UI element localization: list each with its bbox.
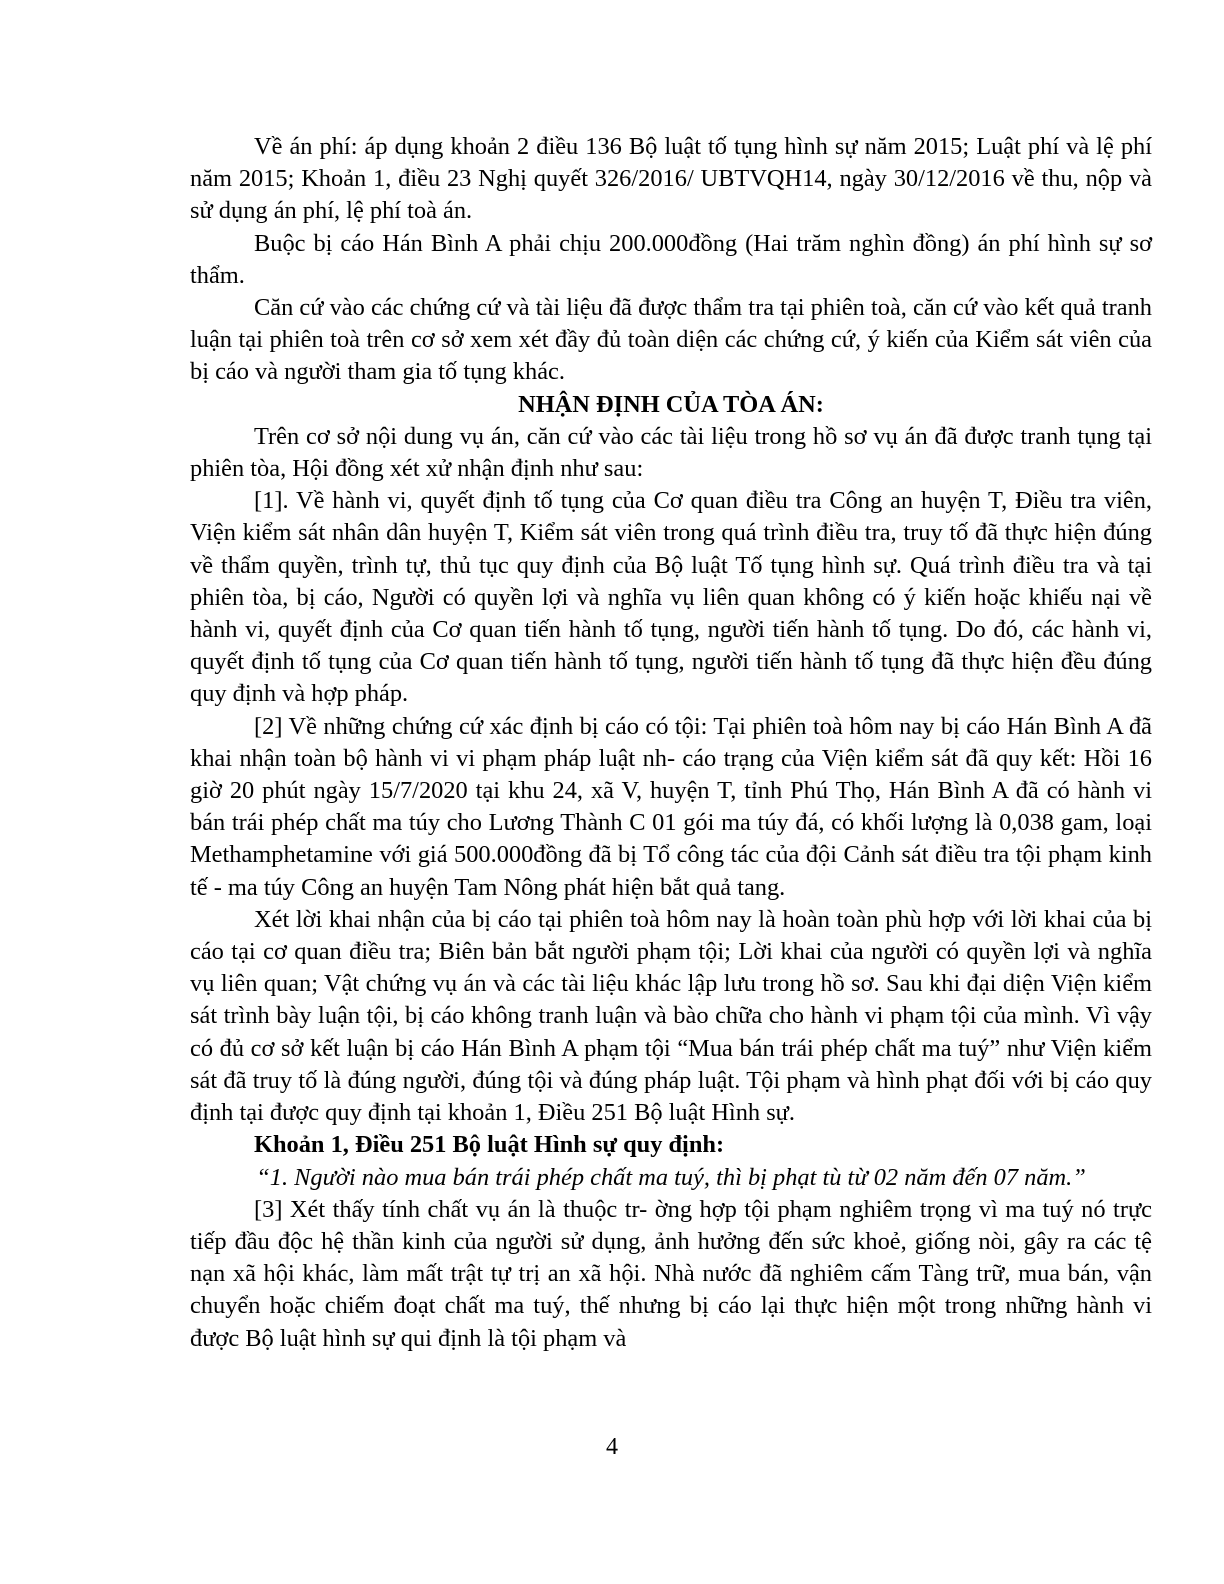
paragraph-evidence-basis: Căn cứ vào các chứng cứ và tài liệu đã được thẩm tra tại phiên toà, căn cứ vào kết quả tranh luận tại phiên toà trên cơ sở xem xét đầy đủ toàn diện các chứng cứ, ý kiến của Kiểm sát viên của bị cáo và người tham gia tố tụng khác.	[190, 294, 1152, 386]
law-article-heading: Khoản 1, Điều 251 Bộ luật Hình sự quy định:	[254, 1131, 725, 1159]
paragraph-court-fee-basis: Về án phí: áp dụng khoản 2 điều 136 Bộ luật tố tụng hình sự năm 2015; Luật phí và lệ phí năm 2015; Khoản 1, điều 23 Nghị quyết 326/2016/ UBTVQH14, ngày 30/12/2016 về thu, nộp và sử dụng án phí, lệ phí toà án.	[190, 133, 1152, 225]
paragraph-item-2: [2] Về những chứng cứ xác định bị cáo có tội: Tại phiên toà hôm nay bị cáo Hán Bình A đã khai nhận toàn bộ hành vi vi phạm pháp luật nh- cáo trạng của Viện kiểm sát đã quy kết: Hồi 16 giờ 20 phút ngày 15/7/2020 tại khu 24, xã V, huyện T, tỉnh Phú Thọ, Hán Bình A đã có hành vi bán trái phép chất ma túy cho Lương Thành C 01 gói ma túy đá, có khối lượng là 0,038 gam, loại Methamphetamine với giá 500.000đồng đã bị Tổ công tác của đội Cảnh sát điều tra tội phạm kinh tế - ma túy Công an huyện Tam Nông phát hiện bắt quả tang.	[190, 712, 1152, 901]
paragraph-court-fee-order: Buộc bị cáo Hán Bình A phải chịu 200.000đồng (Hai trăm nghìn đồng) án phí hình sự sơ thẩm.	[190, 229, 1152, 289]
paragraph-item-1: [1]. Về hành vi, quyết định tố tụng của Cơ quan điều tra Công an huyện T, Điều tra viên, Viện kiểm sát nhân dân huyện T, Kiểm sát viên trong quá trình điều tra, truy tố đã thực hiện đúng về thẩm quyền, trình tự, thủ tục quy định của Bộ luật Tố tụng hình sự. Quá trình điều tra và tại phiên tòa, bị cáo, Người có quyền lợi và nghĩa vụ liên quan không có ý kiến hoặc khiếu nại về hành vi, quyết định của Cơ quan tiến hành tố tụng, người tiến hành tố tụng. Do đó, các hành vi, quyết định tố tụng của Cơ quan tiến hành tố tụng, người tiến hành tố tụng đã thực hiện đều đúng quy định và hợp pháp.	[190, 487, 1152, 708]
paragraph-testimony: Xét lời khai nhận của bị cáo tại phiên toà hôm nay là hoàn toàn phù hợp với lời khai của bị cáo tại cơ quan điều tra; Biên bản bắt người phạm tội; Lời khai của người có quyền lợi và nghĩa vụ liên quan; Vật chứng vụ án và các tài liệu khác lập lưu trong hồ sơ. Sau khi đại diện Viện kiểm sát trình bày luận tội, bị cáo không tranh luận và bào chữa cho hành vi phạm tội của mình. Vì vậy có đủ cơ sở kết luận bị cáo Hán Bình A phạm tội “Mua bán trái phép chất ma tuý” như Viện kiểm sát đã truy tố là đúng người, đúng tội và đúng pháp luật. Tội phạm và hình phạt đối với bị cáo quy định tại được quy định tại khoản 1, Điều 251 Bộ luật Hình sự.	[190, 905, 1152, 1127]
paragraph-intro: Trên cơ sở nội dung vụ án, căn cứ vào các tài liệu trong hồ sơ vụ án đã được tranh tụng tại phiên tòa, Hội đồng xét xử nhận định như sau:	[190, 422, 1152, 483]
law-article-quote: “1. Người nào mua bán trái phép chất ma tuý, thì bị phạt tù từ 02 năm đến 07 năm.”	[256, 1163, 1086, 1191]
document-body	[190, 131, 1152, 1355]
paragraph-item-3: [3] Xét thấy tính chất vụ án là thuộc tr- ờng hợp tội phạm nghiêm trọng vì ma tuý nó trực tiếp đầu độc hệ thần kinh của người sử dụng, ảnh hưởng đến sức khoẻ, giống nòi, gây ra các tệ nạn xã hội khác, làm mất trật tự trị an xã hội. Nhà nước đã nghiêm cấm Tàng trữ, mua bán, vận chuyển hoặc chiếm đoạt chất ma tuý, thế nhưng bị cáo lại thực hiện một trong những hành vi được Bộ luật hình sự qui định là tội phạm và	[190, 1195, 1152, 1352]
section-heading: NHẬN ĐỊNH CỦA TÒA ÁN:	[518, 390, 824, 418]
page-number: 4	[606, 1434, 618, 1460]
